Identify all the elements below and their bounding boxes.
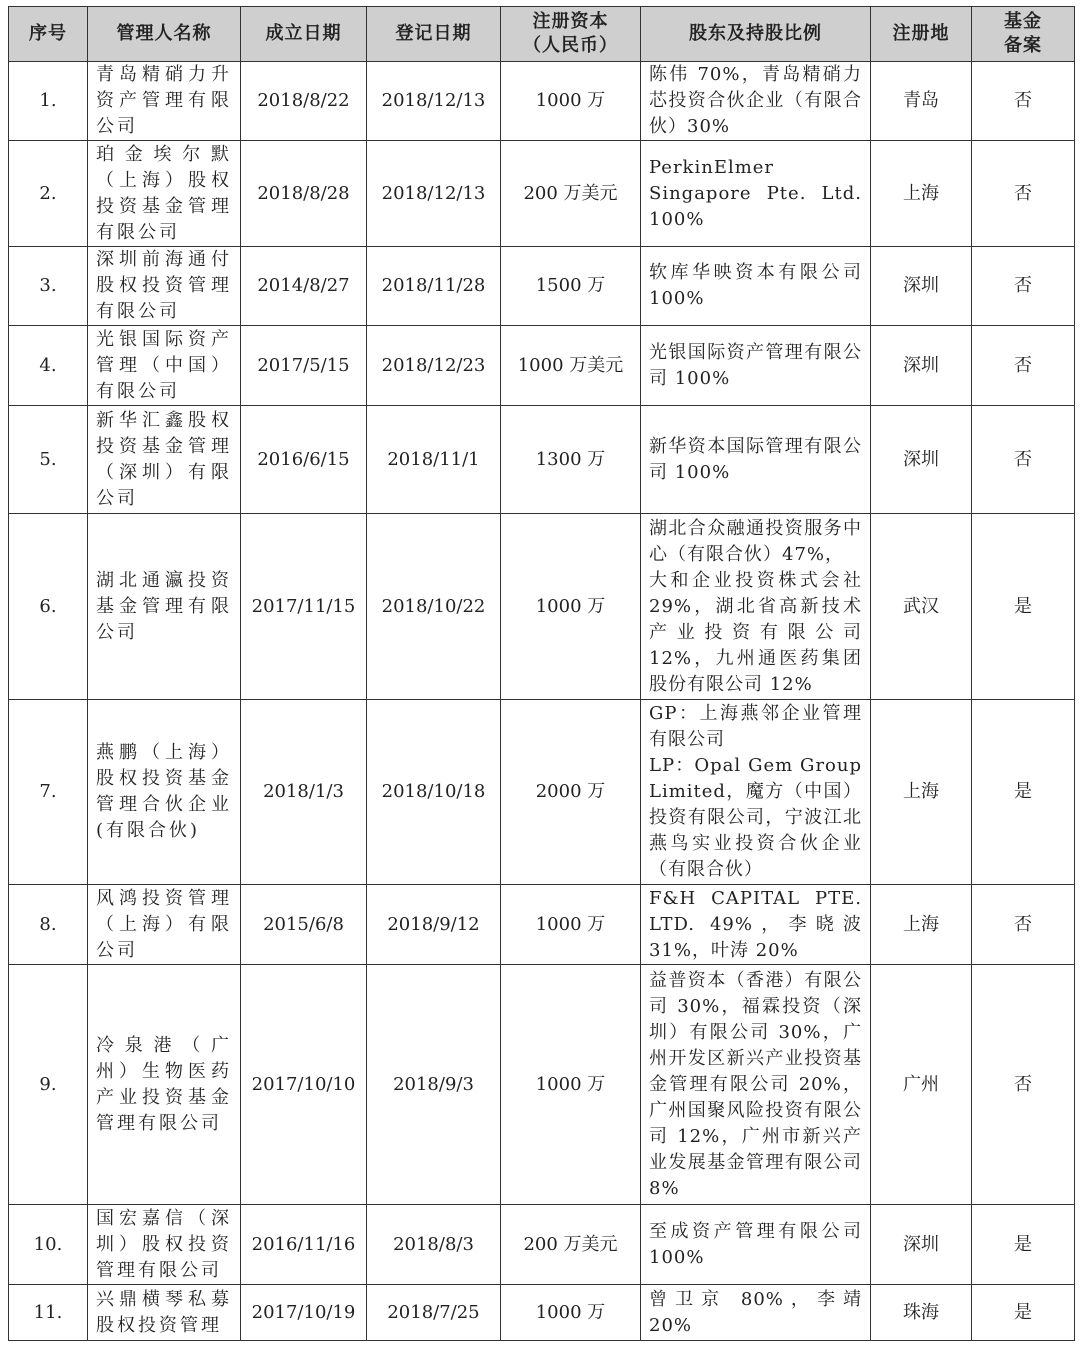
cell-index: 3.: [9, 247, 88, 326]
cell-manager-name: 风鸿投资管理（上海）有限公司: [88, 885, 241, 965]
table-row: [9, 965, 1075, 1205]
cell-index: 5.: [9, 406, 88, 514]
table-row: [9, 326, 1075, 406]
cell-established-date: 2017/10/19: [241, 1285, 367, 1341]
cell-registered-date: 2018/7/25: [367, 1285, 501, 1341]
cell-manager-name: 新华汇鑫股权投资基金管理（深圳）有限公司: [88, 406, 241, 514]
cell-manager-name: 珀金埃尔默（上海）股权投资基金管理有限公司: [88, 141, 241, 247]
cell-established-date: 2017/5/15: [241, 326, 367, 406]
cell-fund-filing: 否: [972, 965, 1075, 1205]
header-row: [9, 7, 1075, 62]
cell-established-date: 2014/8/27: [241, 247, 367, 326]
cell-location: 深圳: [871, 326, 972, 406]
cell-registered-capital: 2000 万: [501, 700, 641, 885]
cell-location: 广州: [871, 965, 972, 1205]
cell-registered-date: 2018/9/12: [367, 885, 501, 965]
cell-index: 10.: [9, 1205, 88, 1285]
cell-registered-date: 2018/12/13: [367, 62, 501, 141]
cell-registered-capital: 200 万美元: [501, 1205, 641, 1285]
cell-registered-date: 2018/11/28: [367, 247, 501, 326]
cell-shareholders: 软库华映资本有限公司 100%: [641, 247, 871, 326]
cell-fund-filing: 是: [972, 700, 1075, 885]
cell-shareholders: PerkinElmer Singapore Pte. Ltd. 100%: [641, 141, 871, 247]
cell-established-date: 2018/8/28: [241, 141, 367, 247]
cell-fund-filing: 否: [972, 247, 1075, 326]
cell-established-date: 2017/10/10: [241, 965, 367, 1205]
cell-shareholders: 益普资本（香港）有限公司 30%，福霖投资（深圳）有限公司 30%，广州开发区新兴产业投资基金管理有限公司 20%，广州国聚风险投资有限公司 12%，广州市新兴产业发展基金管理有限公司 8%: [641, 965, 871, 1205]
table-row: [9, 1205, 1075, 1285]
table-row: [9, 885, 1075, 965]
cell-registered-capital: 1000 万: [501, 1285, 641, 1341]
cell-index: 9.: [9, 965, 88, 1205]
cell-index: 11.: [9, 1285, 88, 1341]
cell-manager-name: 青岛精硝力升资产管理有限公司: [88, 62, 241, 141]
cell-shareholders: 至成资产管理有限公司 100%: [641, 1205, 871, 1285]
cell-manager-name: 冷泉港（广州）生物医药产业投资基金管理有限公司: [88, 965, 241, 1205]
cell-established-date: 2018/8/22: [241, 62, 367, 141]
cell-shareholders: 陈伟 70%，青岛精硝力芯投资合伙企业（有限合伙）30%: [641, 62, 871, 141]
cell-fund-filing: 否: [972, 326, 1075, 406]
cell-established-date: 2015/6/8: [241, 885, 367, 965]
cell-shareholders: 光银国际资产管理有限公司 100%: [641, 326, 871, 406]
table-body: [9, 62, 1075, 1341]
cell-fund-filing: 是: [972, 514, 1075, 700]
cell-fund-filing: 否: [972, 406, 1075, 514]
cell-index: 2.: [9, 141, 88, 247]
manager-registration-table: [8, 6, 1075, 1341]
cell-registered-date: 2018/10/18: [367, 700, 501, 885]
cell-shareholders: F&H CAPITAL PTE. LTD. 49%，李晓波 31%，叶涛 20%: [641, 885, 871, 965]
cell-registered-date: 2018/10/22: [367, 514, 501, 700]
cell-registered-capital: 1000 万: [501, 965, 641, 1205]
cell-location: 上海: [871, 700, 972, 885]
cell-fund-filing: 是: [972, 1205, 1075, 1285]
cell-location: 武汉: [871, 514, 972, 700]
cell-index: 6.: [9, 514, 88, 700]
cell-manager-name: 国宏嘉信（深圳）股权投资管理有限公司: [88, 1205, 241, 1285]
header-fund-filing: 基金 备案: [972, 7, 1075, 62]
cell-fund-filing: 否: [972, 62, 1075, 141]
table-row: [9, 247, 1075, 326]
cell-location: 青岛: [871, 62, 972, 141]
header-registered: 登记日期: [367, 7, 501, 62]
table-row: [9, 514, 1075, 700]
cell-registered-capital: 1000 万: [501, 885, 641, 965]
header-capital: 注册资本 （人民币）: [501, 7, 641, 62]
cell-established-date: 2016/6/15: [241, 406, 367, 514]
cell-location: 珠海: [871, 1285, 972, 1341]
cell-location: 上海: [871, 141, 972, 247]
cell-manager-name: 兴鼎横琴私募股权投资管理: [88, 1285, 241, 1341]
table-row: [9, 141, 1075, 247]
cell-location: 上海: [871, 885, 972, 965]
cell-registered-capital: 1300 万: [501, 406, 641, 514]
cell-location: 深圳: [871, 247, 972, 326]
cell-location: 深圳: [871, 1205, 972, 1285]
cell-established-date: 2016/11/16: [241, 1205, 367, 1285]
cell-index: 7.: [9, 700, 88, 885]
cell-registered-date: 2018/11/1: [367, 406, 501, 514]
cell-shareholders: GP：上海燕邻企业管理有限公司 LP：Opal Gem Group Limited，魔方（中国）投资有限公司，宁波江北燕鸟实业投资合伙企业（有限合伙）: [641, 700, 871, 885]
cell-registered-date: 2018/9/3: [367, 965, 501, 1205]
table-row: [9, 62, 1075, 141]
table-row: [9, 700, 1075, 885]
cell-registered-capital: 1000 万美元: [501, 326, 641, 406]
cell-fund-filing: 否: [972, 141, 1075, 247]
cell-registered-date: 2018/8/3: [367, 1205, 501, 1285]
cell-registered-capital: 1000 万: [501, 62, 641, 141]
cell-index: 1.: [9, 62, 88, 141]
header-shareholders: 股东及持股比例: [641, 7, 871, 62]
cell-index: 4.: [9, 326, 88, 406]
cell-manager-name: 湖北通瀛投资基金管理有限公司: [88, 514, 241, 700]
header-manager: 管理人名称: [88, 7, 241, 62]
cell-manager-name: 光银国际资产管理（中国）有限公司: [88, 326, 241, 406]
header-index: 序号: [9, 7, 88, 62]
cell-established-date: 2018/1/3: [241, 700, 367, 885]
cell-fund-filing: 否: [972, 885, 1075, 965]
cell-registered-date: 2018/12/13: [367, 141, 501, 247]
cell-manager-name: 燕鹏（上海）股权投资基金管理合伙企业(有限合伙): [88, 700, 241, 885]
cell-registered-date: 2018/12/23: [367, 326, 501, 406]
table-row: [9, 1285, 1075, 1341]
table-row: [9, 406, 1075, 514]
header-location: 注册地: [871, 7, 972, 62]
cell-registered-capital: 1500 万: [501, 247, 641, 326]
cell-shareholders: 曾卫京 80%，李靖 20%: [641, 1285, 871, 1341]
cell-shareholders: 新华资本国际管理有限公司 100%: [641, 406, 871, 514]
cell-registered-capital: 1000 万: [501, 514, 641, 700]
cell-fund-filing: 是: [972, 1285, 1075, 1341]
cell-index: 8.: [9, 885, 88, 965]
header-established: 成立日期: [241, 7, 367, 62]
cell-location: 深圳: [871, 406, 972, 514]
cell-shareholders: 湖北合众融通投资服务中心（有限合伙）47%， 大和企业投资株式会社 29%，湖北省高新技术产业投资有限公司 12%，九州通医药集团股份有限公司 12%: [641, 514, 871, 700]
cell-registered-capital: 200 万美元: [501, 141, 641, 247]
cell-manager-name: 深圳前海通付股权投资管理有限公司: [88, 247, 241, 326]
cell-established-date: 2017/11/15: [241, 514, 367, 700]
